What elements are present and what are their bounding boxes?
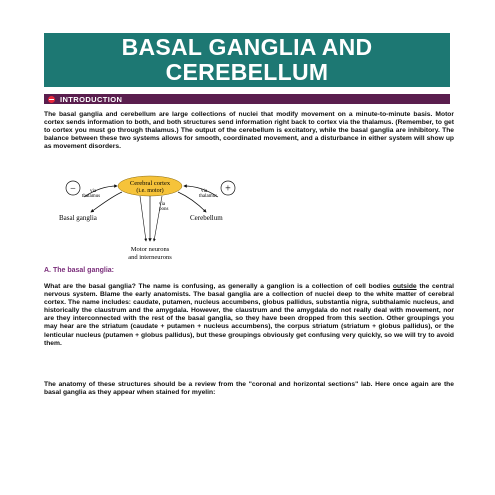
basal-ganglia-paragraph <box>44 283 454 348</box>
minus-circle-icon <box>48 96 55 103</box>
center-via-line-1: via <box>159 202 166 207</box>
center-via-line-2: pons <box>159 207 169 212</box>
basal-para-part-2: the central nervous system. Blame the early anatomists. The basal ganglia are a collection of nuclei deep to the white matter of cerebral cortex. The name includes: caudate, putamen, nucleus accumbens, globus pallidus, substantia nigra, subthalamic nucleus, and historically the claustrum and the amygdala. However, the claustrum and the amygdala do not really deal with movement, nor are they interconnected with the rest of the basal ganglia, so they have been dropped from this section. Other groupings you may hear are the striatum (caudate + putamen + nucleus accumbens), the corpus striatum (striatum + globus pallidus), or the lenticular nucleus (putamen + globus pallidus), but these groupings obviously get confusing very quickly, so we will try to avoid them. <box>44 283 454 347</box>
circuit-diagram <box>56 175 246 265</box>
section-header-label: INTRODUCTION <box>60 94 123 104</box>
basal-ganglia-label: Basal ganglia <box>59 214 97 222</box>
motor-label-line-1: Motor neurons <box>130 246 170 253</box>
cortex-label-line-1: Cerebral cortex <box>129 180 171 187</box>
right-via-line-1: via <box>201 189 208 194</box>
cortex-label-line-2: (i.e. motor) <box>136 188 164 194</box>
motor-label-line-2: and interneurons <box>128 254 172 261</box>
intro-paragraph: The basal ganglia and cerebellum are large collections of nuclei that modify movement on a minute-to-minute basis. Motor cortex sends information to both, and both structures send information right back to cortex via the thalamus. (Remember, to get to cortex you must go through thalamus.) The output of the cerebellum is excitatory, while the basal ganglia are inhibitory. The balance between these two systems allows for smooth, coordinated movement, and a disturbance in either system will show up as movement disorders. <box>44 111 454 151</box>
plus-sign: + <box>225 183 231 195</box>
basal-to-motor-arrow <box>140 196 146 241</box>
minus-sign: − <box>70 183 76 195</box>
underlined-word: outside <box>392 283 417 290</box>
title-banner <box>44 33 450 87</box>
page-title-line-1: BASAL GANGLIA AND <box>121 34 373 60</box>
left-via-line-1: via <box>90 189 97 194</box>
section-header-bar <box>44 94 450 104</box>
cerebellum-label: Cerebellum <box>190 214 223 222</box>
left-via-line-2: thalamus <box>82 194 101 199</box>
basal-para-part-1: What are the basal ganglia? The name is confusing, as generally a ganglion is a collection of cell bodies <box>44 283 393 290</box>
right-via-line-2: thalamus <box>199 194 218 199</box>
cerebellum-to-motor-arrow <box>154 196 162 241</box>
anatomy-paragraph: The anatomy of these structures should be a review from the "coronal and horizontal sections" lab. Here once again are the basal ganglia as they appear when stained for myelin: <box>44 381 454 397</box>
page-title-line-2: CEREBELLUM <box>165 59 329 85</box>
section-a-heading: A. The basal ganglia: <box>44 267 115 274</box>
